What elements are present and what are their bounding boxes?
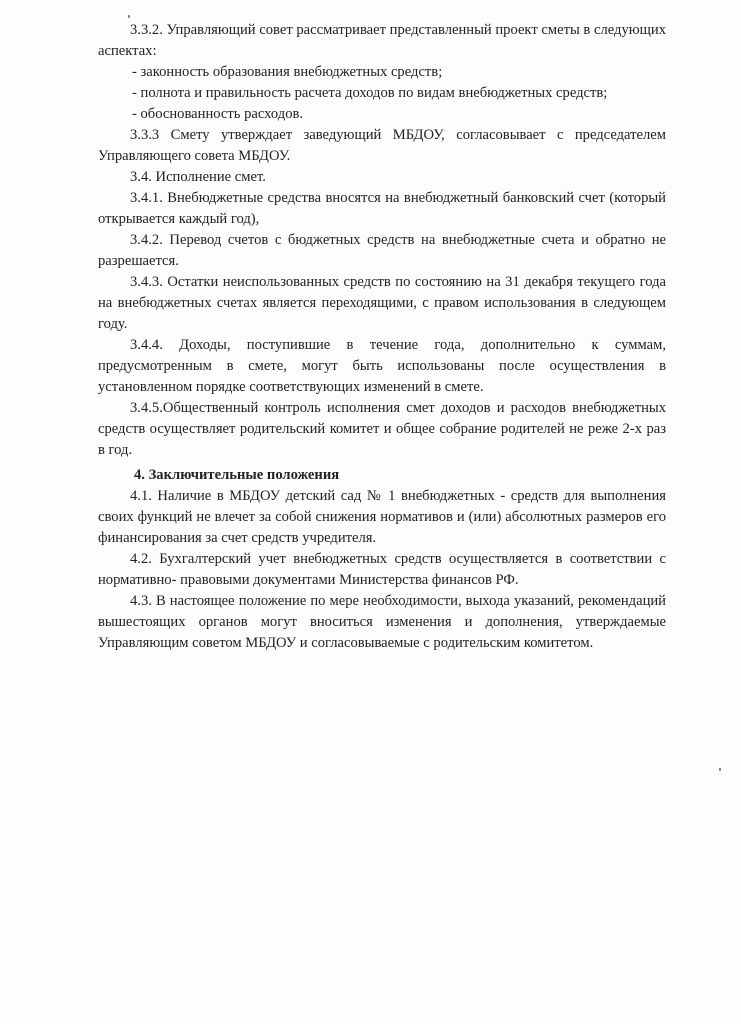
paragraph-3-3-3: 3.3.3 Смету утверждает заведующий МБДОУ, согласовывает с председателем Управляющего совета МБДОУ. [98,127,666,164]
paragraph-3-4-5: 3.4.5.Общественный контроль исполнения смет доходов и расходов внебюджетных средств осуществляет родительский комитет и общее собрание родителей не реже 2-х раз в год. [98,400,666,458]
paragraph-3-4-1: 3.4.1. Внебюджетные средства вносятся на внебюджетный банковский счет (который открывается каждый год), [98,190,666,227]
paragraph-4-3: 4.3. В настоящее положение по мере необходимости, выхода указаний, рекомендаций вышестоящих органов могут вноситься изменения и дополнения, утверждаемые Управляющим советом МБДОУ и согласовываемые с родительским комитетом. [98,593,666,651]
paragraph-3-4-4: 3.4.4. Доходы, поступившие в течение года, дополнительно к суммам, предусмотренным в смете, могут быть использованы после осуществления в установленном порядке соответствующих изменений в смете. [98,337,666,395]
paragraph-3-4-3: 3.4.3. Остатки неиспользованных средств по состоянию на 31 декабря текущего года на внебюджетных счетах является переходящими, с правом использования в следующем году. [98,274,666,332]
scan-speck [128,15,130,18]
paragraph-4-1: 4.1. Наличие в МБДОУ детский сад № 1 внебюджетных - средств для выполнения своих функций не влечет за собой снижения нормативов и (или) абсолютных размеров его финансирования за счет средств учредителя. [98,488,666,546]
paragraph-3-4-title: 3.4. Исполнение смет. [130,169,266,185]
scan-speck [719,768,721,771]
list-item-completeness: - полнота и правильность расчета доходов по видам внебюджетных средств; [132,85,608,101]
section-4-heading: 4. Заключительные положения [134,467,340,483]
paragraph-3-3-2: 3.3.2. Управляющий совет рассматривает представленный проект сметы в следующих аспектах: [98,22,666,59]
document-body [98,20,666,654]
paragraph-4-2: 4.2. Бухгалтерский учет внебюджетных средств осуществляется в соответствии с нормативно- правовыми документами Министерства финансов РФ. [98,551,666,588]
paragraph-3-4-2: 3.4.2. Перевод счетов с бюджетных средств на внебюджетные счета и обратно не разрешается. [98,232,666,269]
list-item-justification: - обоснованность расходов. [132,106,304,122]
list-item-legality: - законность образования внебюджетных средств; [132,64,443,80]
